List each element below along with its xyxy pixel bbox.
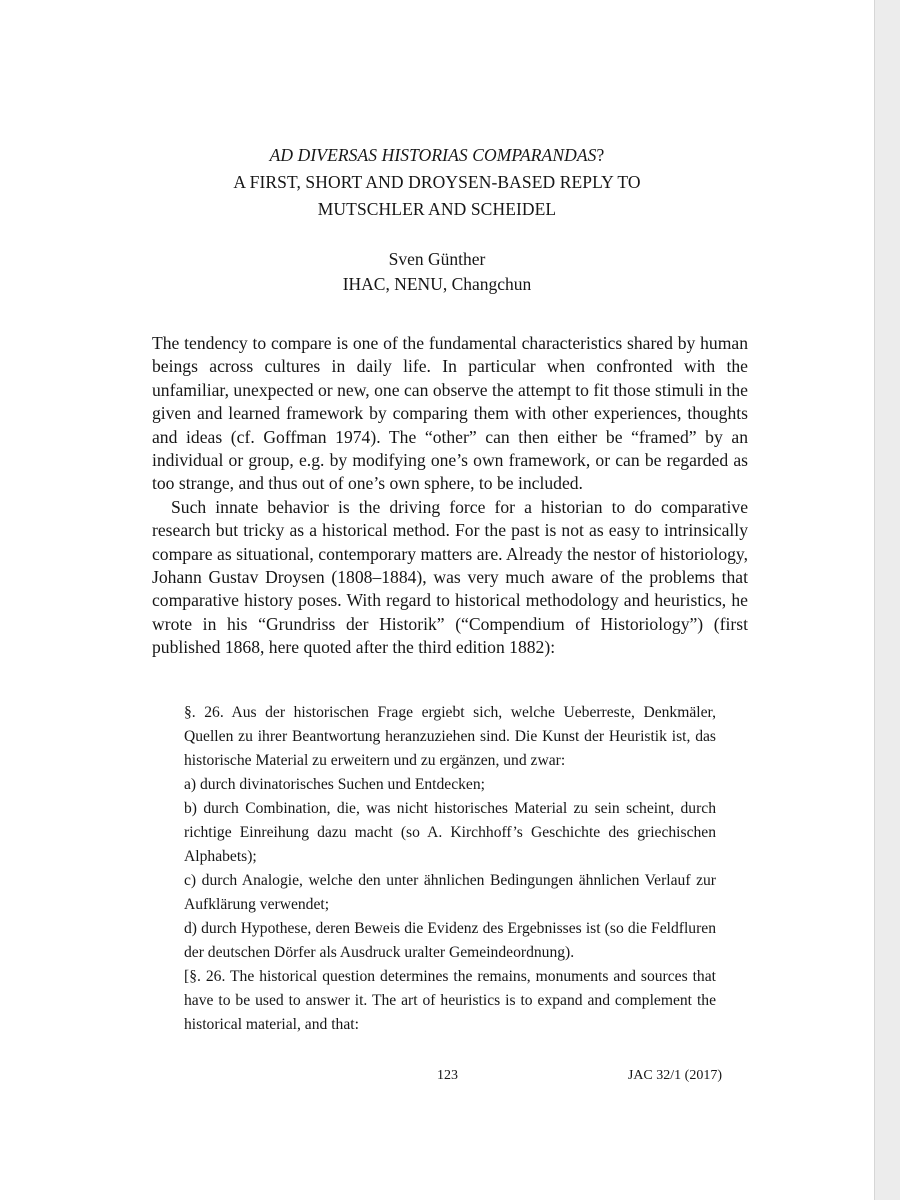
body-paragraph-2: Such innate behavior is the driving force for a historian to do comparative research but tricky as a historical method. For the past is not as easy to intrinsically compare as situational, contemporary matters are. Already the nestor of historiology, Johann Gustav Droysen (1808–1884), was very much aware of the problems that comparative history poses. With regard to historical methodology and heuristics, he wrote in his “Grundriss der Historik” (“Compendium of Historiology”) (first published 1868, here quoted after the third edition 1882): (152, 496, 748, 658)
quote-line-c: c) durch Analogie, welche den unter ähnlichen Bedingungen ähnlichen Verlauf zur Aufklärung verwendet; (184, 872, 716, 913)
author-affiliation: IHAC, NENU, Changchun (342, 274, 532, 294)
block-quote (184, 701, 716, 1037)
title-line-1 (0, 142, 874, 169)
quote-line-translation: [§. 26. The historical question determines the remains, monuments and sources that have to be used to answer it. The art of heuristics is to expand and complement the historical material, and that: (184, 968, 716, 1033)
page-number: 123 (437, 1068, 458, 1083)
title-line-3: MUTSCHLER AND SCHEIDEL (317, 199, 557, 219)
title-italic-text: AD DIVERSAS HISTORIAS COMPARANDAS (269, 145, 597, 165)
title-question-mark: ? (596, 145, 605, 165)
quote-line-d: d) durch Hypothese, deren Beweis die Evidenz des Ergebnisses ist (so die Feldfluren der deutschen Dörfer als Ausdruck uralter Gemeindeordnung). (184, 920, 716, 961)
quote-line-b: b) durch Combination, die, was nicht historisches Material zu sein scheint, durch richtige Einreihung dazu macht (so A. Kirchhoff’s Geschichte des griechischen Alphabets); (184, 800, 716, 865)
body-text (152, 332, 748, 660)
journal-citation: JAC 32/1 (2017) (627, 1068, 722, 1083)
quote-line-a: a) durch divinatorisches Suchen und Entdecken; (184, 776, 485, 793)
body-paragraph-1: The tendency to compare is one of the fundamental characteristics shared by human beings across cultures in daily life. In particular when confronted with the unfamiliar, unexpected or new, one can observe the attempt to fit those stimuli in the given and learned framework by comparing them with other experiences, thoughts and ideas (cf. Goffman 1974). The “other” can then either be “framed” by an individual or group, e.g. by modifying one’s own framework, or can be regarded as too strange, and thus out of one’s own sphere, to be included. (152, 333, 748, 494)
title-line-2: A FIRST, SHORT AND DROYSEN-BASED REPLY TO (233, 172, 641, 192)
author-block (0, 247, 874, 297)
author-name: Sven Günther (388, 249, 486, 269)
article-title (0, 142, 874, 223)
quote-line-intro: §. 26. Aus der historischen Frage ergiebt sich, welche Ueberreste, Denkmäler, Quellen zu ihrer Beantwortung heranzuziehen sind. Die Kunst der Heuristik ist, das historische Material zu erweitern und zu ergänzen, und zwar: (184, 704, 716, 769)
